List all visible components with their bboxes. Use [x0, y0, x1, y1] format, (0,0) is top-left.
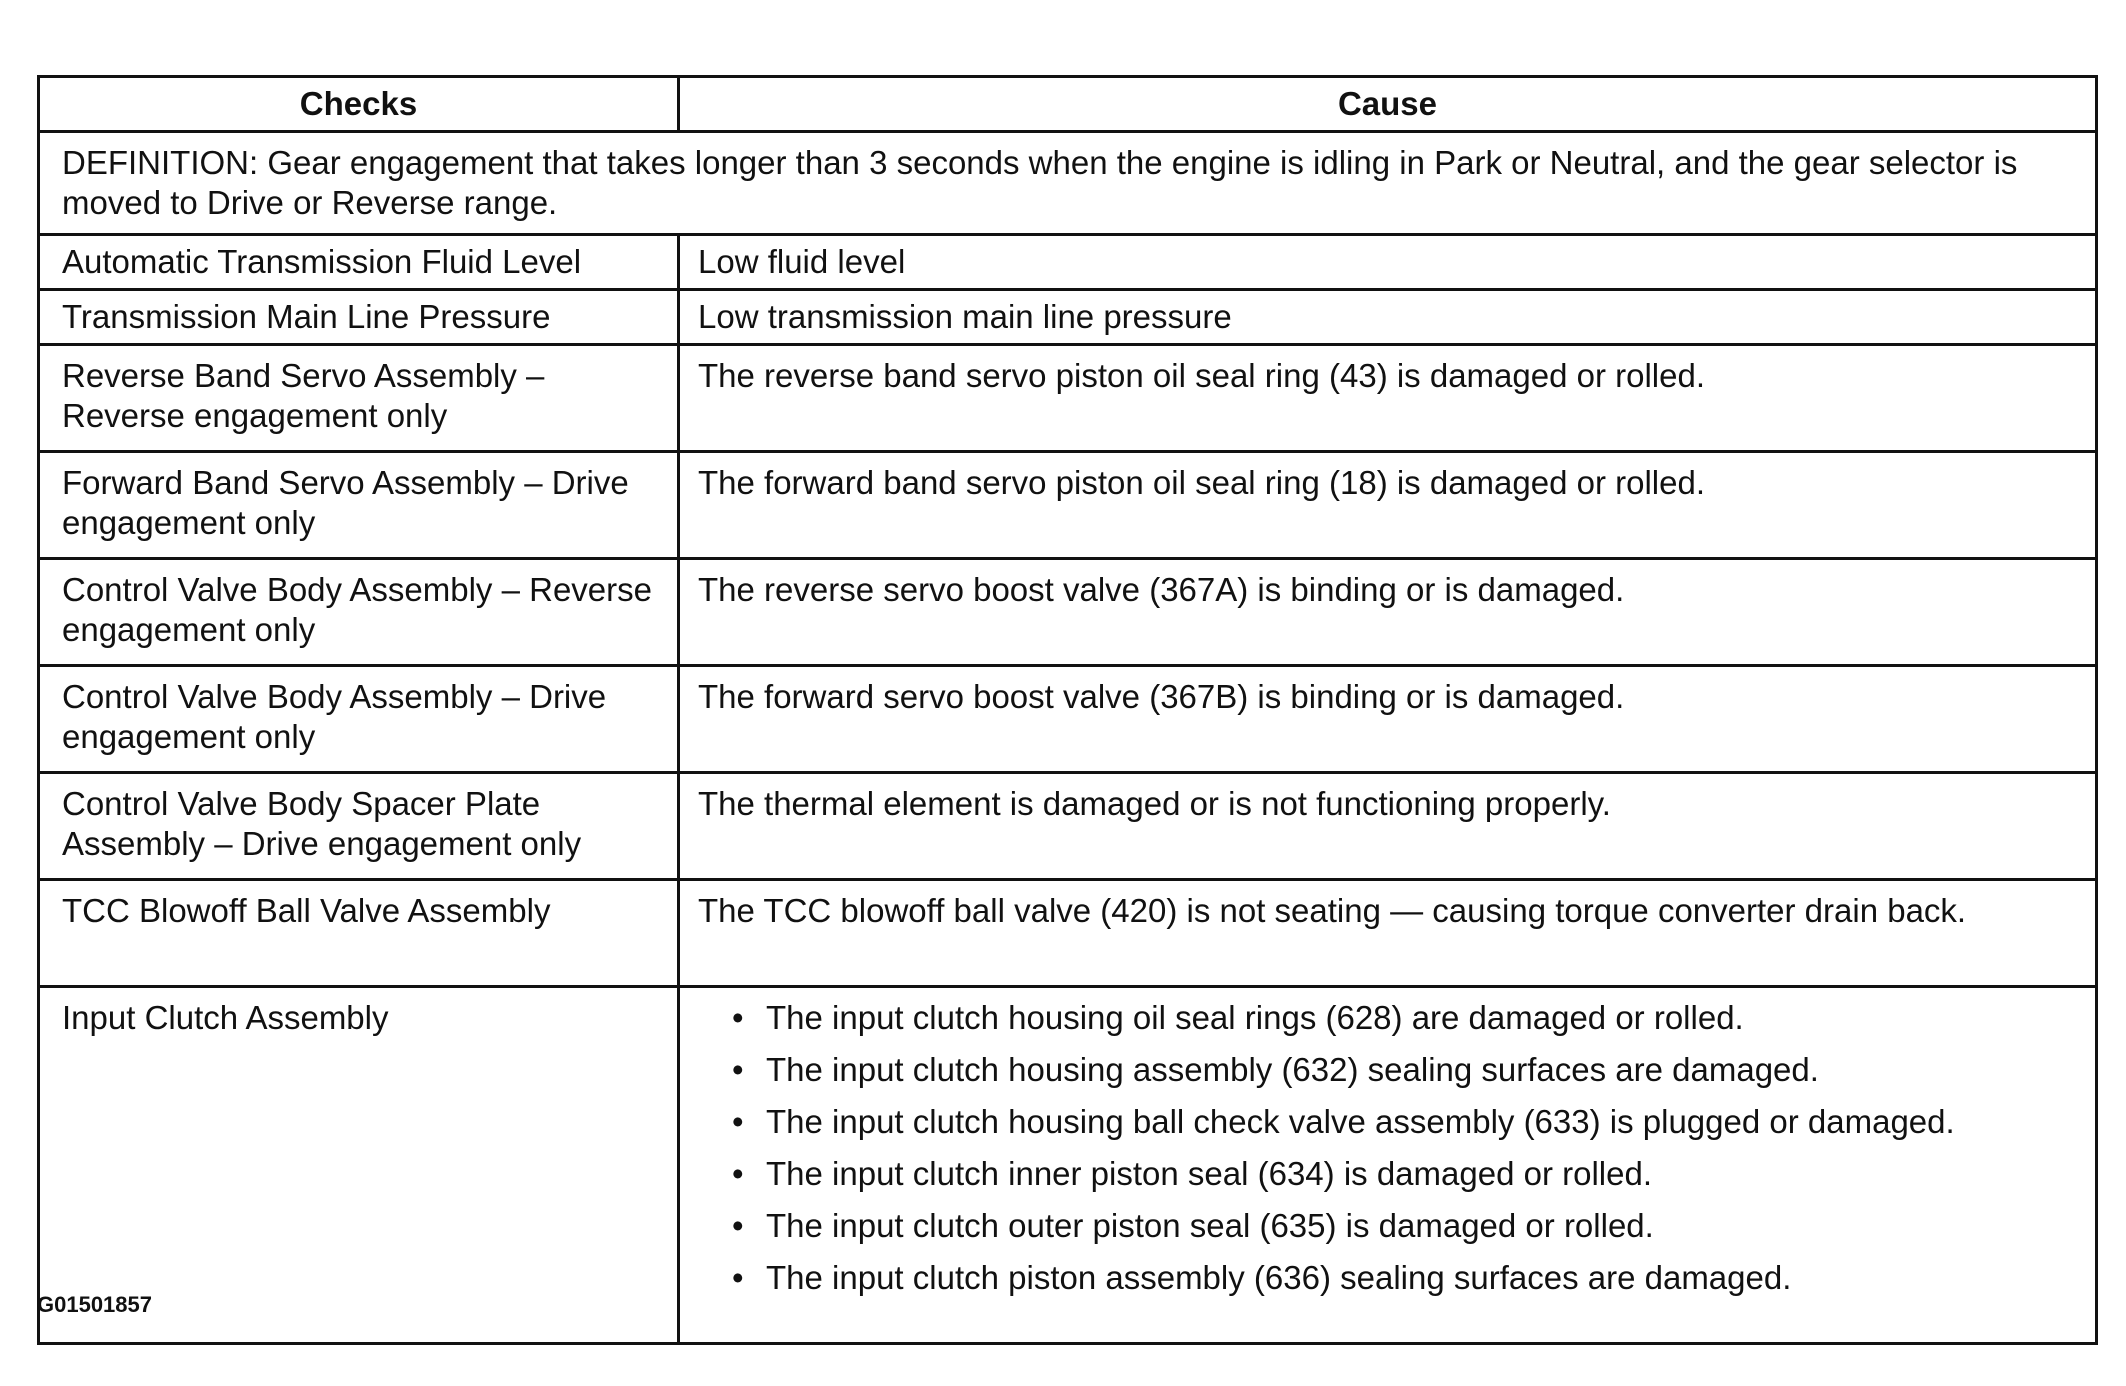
table-row	[39, 345, 2097, 452]
table-row	[39, 452, 2097, 559]
cause-cell: The reverse servo boost valve (367A) is binding or is damaged.	[679, 559, 2097, 666]
cause-cell: Low transmission main line pressure	[679, 290, 2097, 345]
table-row	[39, 880, 2097, 987]
check-cell: Input Clutch Assembly	[39, 987, 679, 1344]
cause-bullet-item: • The input clutch inner piston seal (634) is damaged or rolled.	[732, 1154, 2081, 1194]
figure-id: G01501857	[37, 1292, 152, 1317]
cause-bullet-item: • The input clutch housing ball check valve assembly (633) is plugged or damaged.	[732, 1102, 2081, 1142]
column-header-checks: Checks	[39, 77, 679, 132]
definition-row	[39, 132, 2097, 235]
table-row	[39, 773, 2097, 880]
check-cell: Reverse Band Servo Assembly – Reverse engagement only	[39, 345, 679, 452]
check-cell: Control Valve Body Assembly – Reverse engagement only	[39, 559, 679, 666]
cause-cell: Low fluid level	[679, 235, 2097, 290]
table-header-row	[39, 77, 2097, 132]
check-cell: Transmission Main Line Pressure	[39, 290, 679, 345]
cause-cell: The reverse band servo piston oil seal ring (43) is damaged or rolled.	[679, 345, 2097, 452]
table-row	[39, 290, 2097, 345]
check-cell: Control Valve Body Assembly – Drive engagement only	[39, 666, 679, 773]
check-cell: TCC Blowoff Ball Valve Assembly	[39, 880, 679, 987]
check-cell: Forward Band Servo Assembly – Drive engagement only	[39, 452, 679, 559]
check-cell: Control Valve Body Spacer Plate Assembly – Drive engagement only	[39, 773, 679, 880]
cause-bullet-item: • The input clutch housing assembly (632) sealing surfaces are damaged.	[732, 1050, 2081, 1090]
cause-bullet-item: • The input clutch outer piston seal (635) is damaged or rolled.	[732, 1206, 2081, 1246]
table-row	[39, 235, 2097, 290]
definition-text: DEFINITION: Gear engagement that takes longer than 3 seconds when the engine is idling in Park or Neutral, and the gear selector is moved to Drive or Reverse range.	[39, 132, 2097, 235]
table-row	[39, 666, 2097, 773]
cause-bullet-item: • The input clutch piston assembly (636) sealing surfaces are damaged.	[732, 1258, 2081, 1298]
cause-cell: The forward servo boost valve (367B) is binding or is damaged.	[679, 666, 2097, 773]
diagnostic-table	[37, 75, 2098, 1345]
table-row	[39, 559, 2097, 666]
cause-bullet-list	[698, 998, 2081, 1298]
cause-cell: The TCC blowoff ball valve (420) is not seating — causing torque converter drain back.	[679, 880, 2097, 987]
cause-cell	[679, 987, 2097, 1344]
cause-cell: The forward band servo piston oil seal ring (18) is damaged or rolled.	[679, 452, 2097, 559]
cause-cell: The thermal element is damaged or is not functioning properly.	[679, 773, 2097, 880]
table-row	[39, 987, 2097, 1344]
cause-bullet-item: • The input clutch housing oil seal rings (628) are damaged or rolled.	[732, 998, 2081, 1038]
column-header-cause: Cause	[679, 77, 2097, 132]
check-cell: Automatic Transmission Fluid Level	[39, 235, 679, 290]
